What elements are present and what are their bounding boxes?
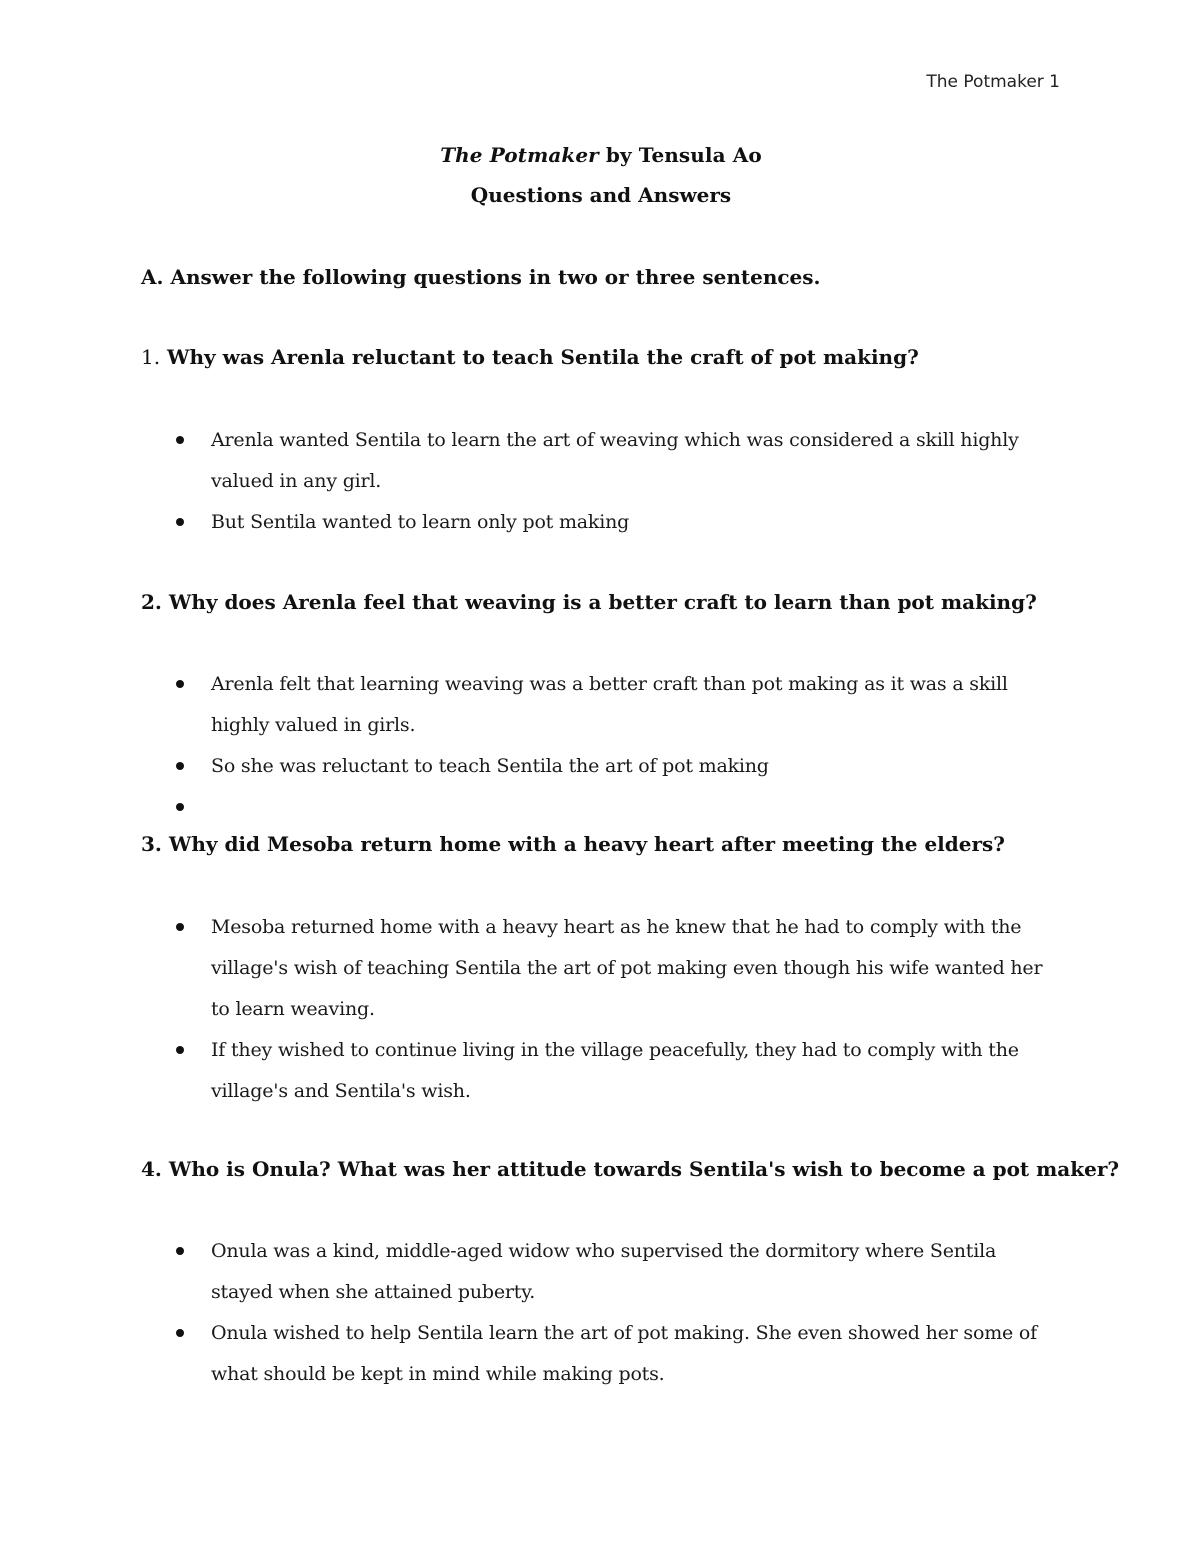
question-4 <box>141 1157 1119 1181</box>
bullet-icon <box>176 680 184 688</box>
answer-text: Arenla felt that learning weaving was a better craft than pot making as it was a skill highly valued in girls. <box>211 673 1008 736</box>
question-text: Why was Arenla reluctant to teach Sentila the craft of pot making? <box>160 345 919 369</box>
document-title <box>141 143 1061 167</box>
answer-list-1 <box>141 420 1061 543</box>
bullet-icon <box>176 762 184 770</box>
answer-item <box>141 907 1061 1030</box>
question-text: Why does Arenla feel that weaving is a better craft to learn than pot making? <box>161 590 1037 614</box>
question-number: 2. <box>141 590 162 614</box>
bullet-icon <box>176 1046 184 1054</box>
bullet-icon <box>176 1329 184 1337</box>
question-3 <box>141 832 1005 856</box>
bullet-icon <box>176 803 184 811</box>
answer-list-2 <box>141 664 1061 787</box>
question-text: Who is Onula? What was her attitude towards Sentila's wish to become a pot maker? <box>161 1157 1120 1181</box>
answer-item <box>141 1030 1061 1112</box>
bullet-icon <box>176 1247 184 1255</box>
work-title: The Potmaker <box>440 143 599 167</box>
answer-item <box>141 746 1061 787</box>
answer-list-3 <box>141 907 1061 1112</box>
answer-text: Onula wished to help Sentila learn the art of pot making. She even showed her some of what should be kept in mind while making pots. <box>211 1322 1037 1385</box>
question-number: 3. <box>141 832 162 856</box>
bullet-icon <box>176 436 184 444</box>
question-number: 1. <box>141 345 161 369</box>
question-text: Why did Mesoba return home with a heavy heart after meeting the elders? <box>161 832 1005 856</box>
question-number: 4. <box>141 1157 162 1181</box>
answer-text: So she was reluctant to teach Sentila the art of pot making <box>211 755 769 777</box>
running-head: The Potmaker 1 <box>926 72 1060 92</box>
answer-item <box>141 1231 1061 1313</box>
section-heading: A. Answer the following questions in two or three sentences. <box>141 265 821 289</box>
answer-text: If they wished to continue living in the village peacefully, they had to comply with the village's and Sentila's wish. <box>211 1039 1019 1102</box>
answer-text: Onula was a kind, middle-aged widow who supervised the dormitory where Sentila stayed when she attained puberty. <box>211 1240 997 1303</box>
question-1 <box>141 345 919 369</box>
answer-text: Arenla wanted Sentila to learn the art of weaving which was considered a skill highly valued in any girl. <box>211 429 1019 492</box>
question-2 <box>141 590 1037 614</box>
bullet-icon <box>176 923 184 931</box>
document-subtitle: Questions and Answers <box>470 183 732 207</box>
answer-item <box>141 664 1061 746</box>
answer-item <box>141 420 1061 502</box>
bullet-icon <box>176 518 184 526</box>
answer-text: But Sentila wanted to learn only pot making <box>211 511 630 533</box>
answer-list-4 <box>141 1231 1061 1395</box>
answer-item <box>141 1313 1061 1395</box>
answer-text: Mesoba returned home with a heavy heart as he knew that he had to comply with the village's wish of teaching Sentila the art of pot making even though his wife wanted her to learn weaving. <box>211 916 1043 1020</box>
answer-item <box>141 502 1061 543</box>
byline: by Tensula Ao <box>598 143 762 167</box>
